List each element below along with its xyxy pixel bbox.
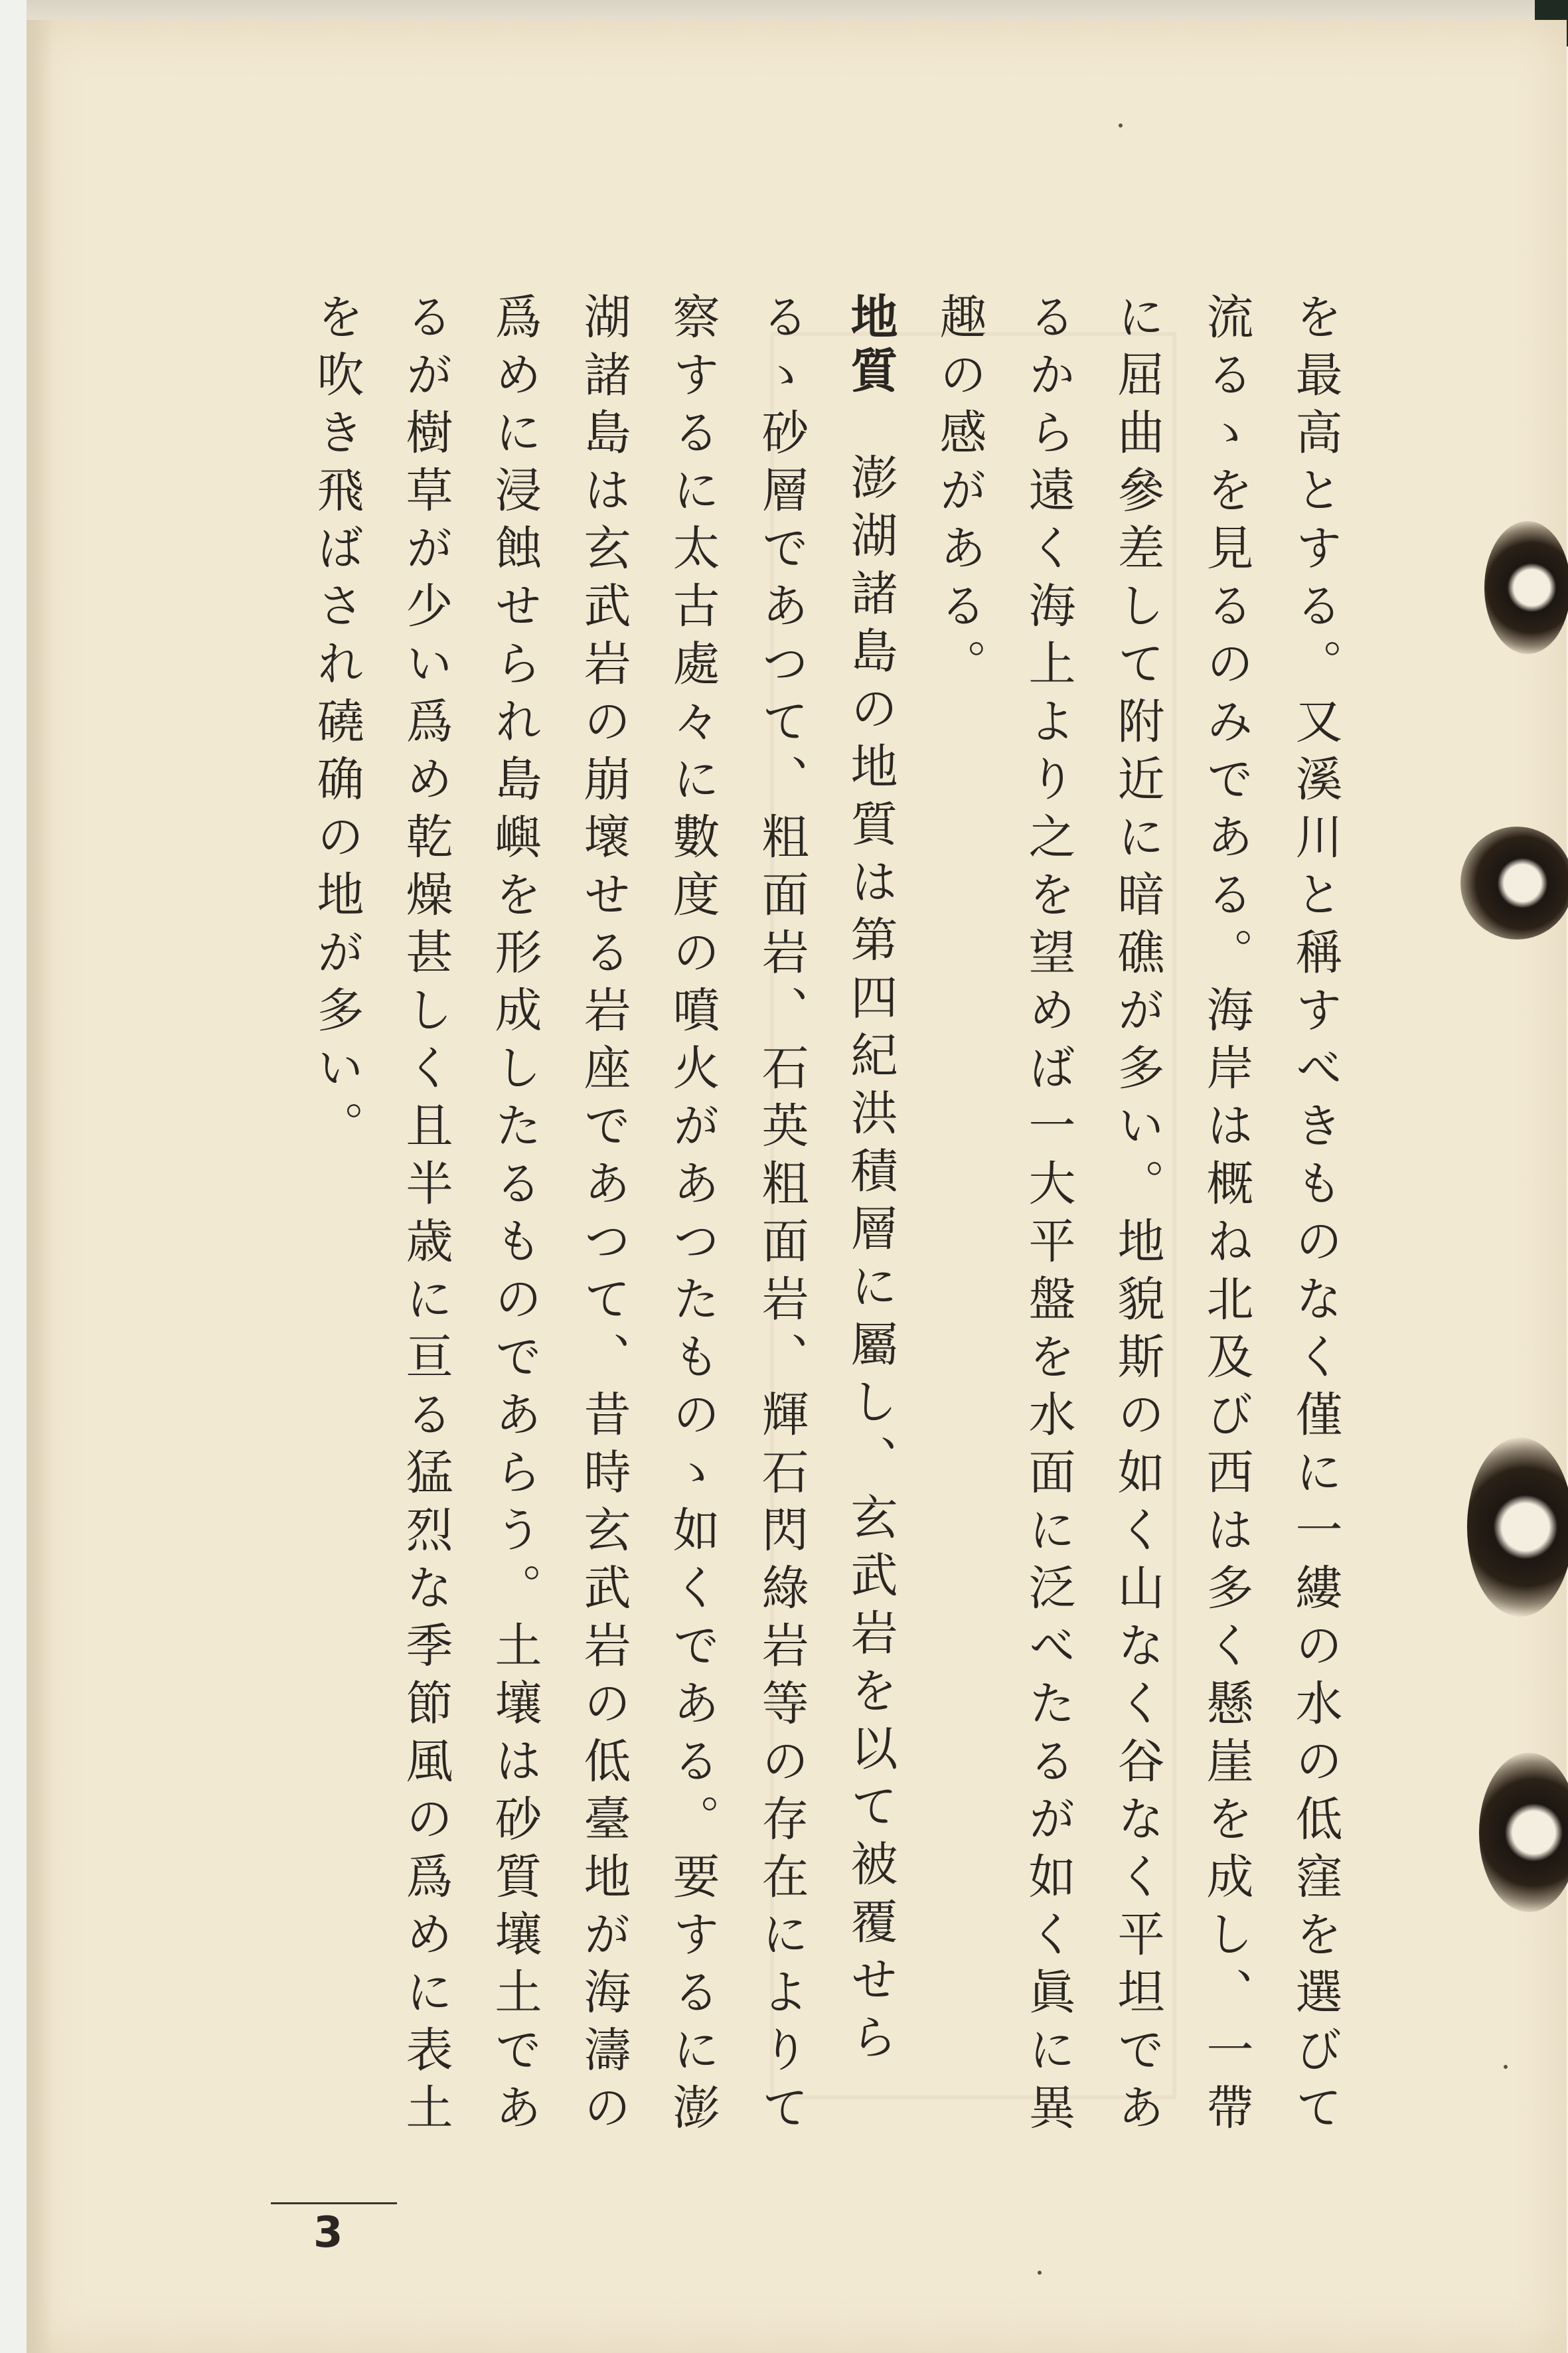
paragraph-2 <box>292 292 915 2184</box>
paper-speck <box>1038 2271 1042 2275</box>
page-number-rule <box>271 2202 397 2204</box>
paragraph-1 <box>915 292 1360 2184</box>
section-heading-geology: 地質 <box>843 292 898 400</box>
paragraph-1-text: を最高とする。又溪川と稱すべきものなく僅に一縷の水の低窪を選びて流るゝを見るのみである。海岸は概ね北及び西は多く懸崖を成し、一帶に屈曲參差して附近に暗礁が多い。地貌斯の如く山なく谷なく平坦であるから遠く海上より之を望めば一大平盤を水面に泛べたるが如く眞に異趣の感がある。 <box>932 292 1343 2141</box>
vertical-text-body <box>292 292 1360 2184</box>
page-number: 3 <box>313 2208 343 2257</box>
burn-hole-1 <box>1484 521 1568 654</box>
paper-speck <box>1119 123 1123 127</box>
paper-speck <box>1504 2065 1508 2069</box>
paragraph-2-text: 澎湖諸島の地質は第四紀洪積層に屬し、玄武岩を以て被覆せらるゝ砂層であつて、粗面岩、石英粗面岩、輝石閃綠岩等の存在によりて察するに太古處々に數度の噴火があつたものゝ如くである。要するに澎湖諸島は玄武岩の崩壞せる岩座であつて、昔時玄武岩の低臺地が海濤の爲めに浸蝕せられ島嶼を形成したるものであらう。土壤は砂質壤土であるが樹草が少い爲め乾燥甚しく且半歳に亘る猛烈な季節風の爲めに表土を吹き飛ばされ磽确の地が多い。 <box>309 292 898 2141</box>
page-gutter-shadow <box>27 20 53 2353</box>
burn-hole-3 <box>1467 1437 1568 1617</box>
burn-hole-2 <box>1460 827 1568 939</box>
